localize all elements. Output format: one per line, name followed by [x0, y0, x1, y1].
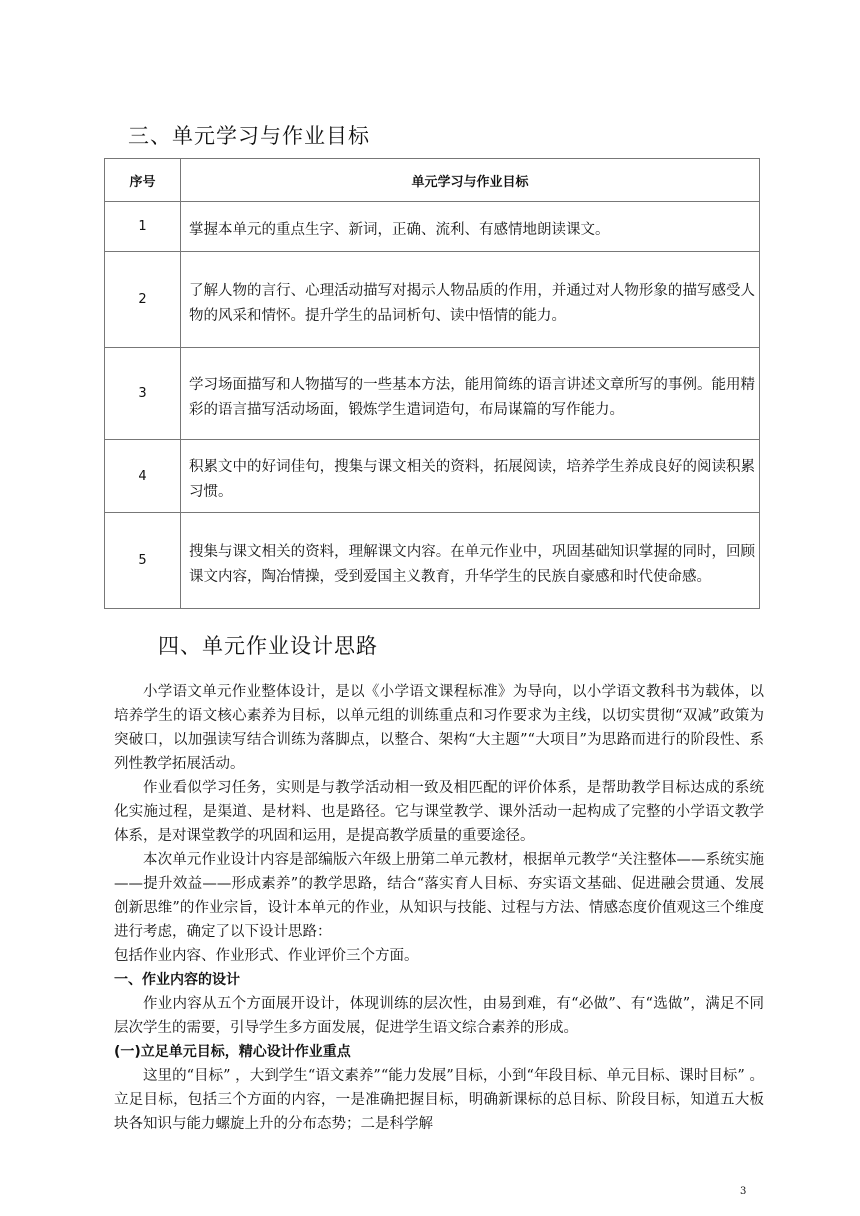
- row-number: 4: [105, 440, 181, 513]
- row-goal: 积累文中的好词佳句，搜集与课文相关的资料，拓展阅读，培养学生养成良好的阅读积累习惯。: [181, 440, 760, 513]
- section-4-title: 四、单元作业设计思路: [158, 634, 378, 658]
- page-number: 3: [740, 1186, 747, 1197]
- goals-table: [104, 158, 760, 609]
- paragraph: 本次单元作业设计内容是部编版六年级上册第二单元教材，根据单元教学“关注整体——系统实施——提升效益——形成素养”的教学思路，结合“落实育人目标、夯实语文基础、促进融会贯通、发展创新思维”的作业宗旨，设计本单元的作业，从知识与技能、过程与方法、情感态度价值观这三个维度进行考虑，确定了以下设计思路：: [114, 852, 764, 940]
- table-row: [105, 440, 760, 513]
- row-goal: 了解人物的言行、心理活动描写对揭示人物品质的作用，并通过对人物形象的描写感受人物的风采和情怀。提升学生的品词析句、读中悟情的能力。: [181, 252, 760, 348]
- paragraph: 小学语文单元作业整体设计，是以《小学语文课程标准》为导向，以小学语文教科书为载体，以培养学生的语文核心素养为目标，以单元组的训练重点和习作要求为主线，以切实贯彻“双减”政策为突破口，以加强读写结合训练为落脚点，以整合、架构“大主题”“大项目”为思路而进行的阶段性、系列性教学拓展活动。: [114, 684, 764, 772]
- paragraph: 这里的“目标” ，大到学生“语文素养”“能力发展”目标，小到“年段目标、单元目标、课时目标” 。立足目标，包括三个方面的内容，一是准确把握目标，明确新课标的总目标、阶段目标，知道五大板块各知识与能力螺旋上升的分布态势；二是科学解: [114, 1068, 764, 1132]
- row-number: 3: [105, 348, 181, 440]
- paragraph: 作业内容从五个方面展开设计，体现训练的层次性，由易到难，有“必做”、有“选做”，满足不同层次学生的需要，引导学生多方面发展，促进学生语文综合素养的形成。: [114, 996, 764, 1036]
- table-row: [105, 202, 760, 252]
- row-number: 2: [105, 252, 181, 348]
- row-goal: 学习场面描写和人物描写的一些基本方法，能用简练的语言讲述文章所写的事例。能用精彩的语言描写活动场面，锻炼学生遣词造句，布局谋篇的写作能力。: [181, 348, 760, 440]
- section-3-title: 三、单元学习与作业目标: [128, 124, 370, 148]
- table-row: [105, 513, 760, 609]
- header-goal: 单元学习与作业目标: [181, 159, 760, 202]
- row-number: 1: [105, 202, 181, 252]
- paragraph: 包括作业内容、作业形式、作业评价三个方面。: [114, 948, 419, 964]
- row-goal: 搜集与课文相关的资料，理解课文内容。在单元作业中，巩固基础知识掌握的同时，回顾课文内容，陶冶情操，受到爱国主义教育，升华学生的民族自豪感和时代使命感。: [181, 513, 760, 609]
- paragraph: 作业看似学习任务，实则是与教学活动相一致及相匹配的评价体系，是帮助教学目标达成的系统化实施过程，是渠道、是材料、也是路径。它与课堂教学、课外活动一起构成了完整的小学语文教学体系，是对课堂教学的巩固和运用，是提高教学质量的重要途径。: [114, 780, 764, 844]
- row-goal: 掌握本单元的重点生字、新词，正确、流利、有感情地朗读课文。: [181, 202, 760, 252]
- table-row: [105, 252, 760, 348]
- row-number: 5: [105, 513, 181, 609]
- subheading-unit-goals: (一)立足单元目标，精心设计作业重点: [114, 1044, 351, 1060]
- subheading-content-design: 一、作业内容的设计: [114, 972, 240, 988]
- design-ideas-body: [114, 680, 764, 1136]
- table-header-row: [105, 159, 760, 202]
- header-index: 序号: [105, 159, 181, 202]
- table-row: [105, 348, 760, 440]
